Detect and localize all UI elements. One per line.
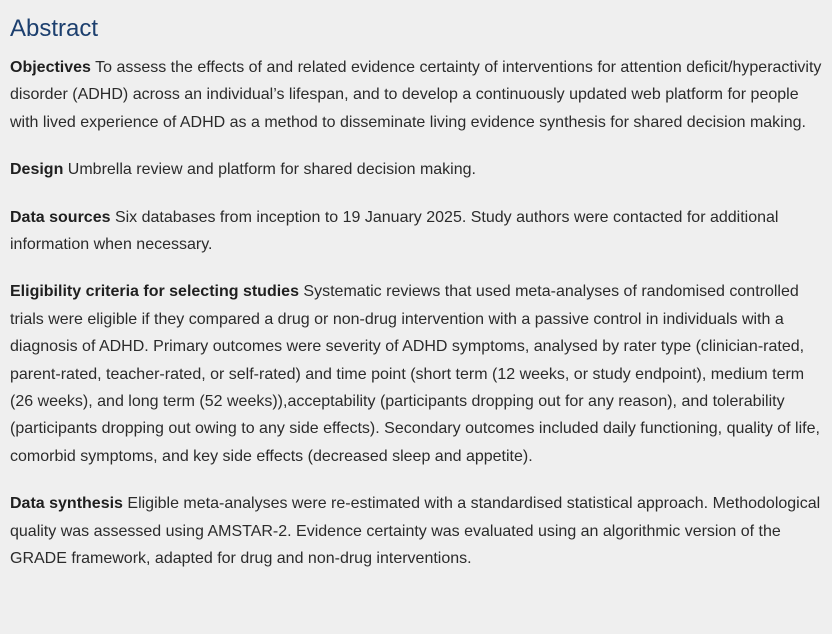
data-sources-text: Six databases from inception to 19 January 2025. Study authors were contacted for additional information when necessary. xyxy=(10,208,779,254)
data-synthesis-paragraph xyxy=(10,490,822,572)
design-text: Umbrella review and platform for shared decision making. xyxy=(67,161,476,179)
design-paragraph xyxy=(10,156,822,183)
data-sources-paragraph xyxy=(10,204,822,259)
eligibility-paragraph xyxy=(10,278,822,470)
eligibility-label: Eligibility criteria for selecting studies xyxy=(10,283,299,301)
data-synthesis-label: Data synthesis xyxy=(10,495,123,513)
abstract-heading: Abstract xyxy=(10,15,99,42)
eligibility-text: Systematic reviews that used meta-analyses of randomised controlled trials were eligible if they compared a drug or non-drug intervention with a passive control in individuals with a diagnosis of ADHD. Primary outcomes were severity of ADHD symptoms, analysed by rater type (clinician-rated, parent-rated, teacher-rated, or self-rated) and time point (short term (12 weeks, or study endpoint), medium term (26 weeks), and long term (52 weeks)),acceptability (participants dropping out for any reason), and tolerability (participants dropping out owing to any side effects). Secondary outcomes included daily functioning, quality of life, comorbid symptoms, and key side effects (decreased sleep and appetite). xyxy=(10,283,820,465)
objectives-text: To assess the effects of and related evidence certainty of interventions for attention deficit/hyperactivity disorder (ADHD) across an individual’s lifespan, and to develop a continuously updated web platform for people with lived experience of ADHD as a method to disseminate living evidence synthesis for shared decision making. xyxy=(10,59,822,131)
design-label: Design xyxy=(10,161,64,179)
data-sources-label: Data sources xyxy=(10,208,111,226)
data-synthesis-text: Eligible meta-analyses were re-estimated with a standardised statistical approach. Methodological quality was assessed using AMSTAR-2. Evidence certainty was evaluated using an algorithmic version of the GRADE framework, adapted for drug and non-drug interventions. xyxy=(10,495,821,568)
objectives-label: Objectives xyxy=(10,59,91,76)
objectives-paragraph xyxy=(10,54,822,136)
